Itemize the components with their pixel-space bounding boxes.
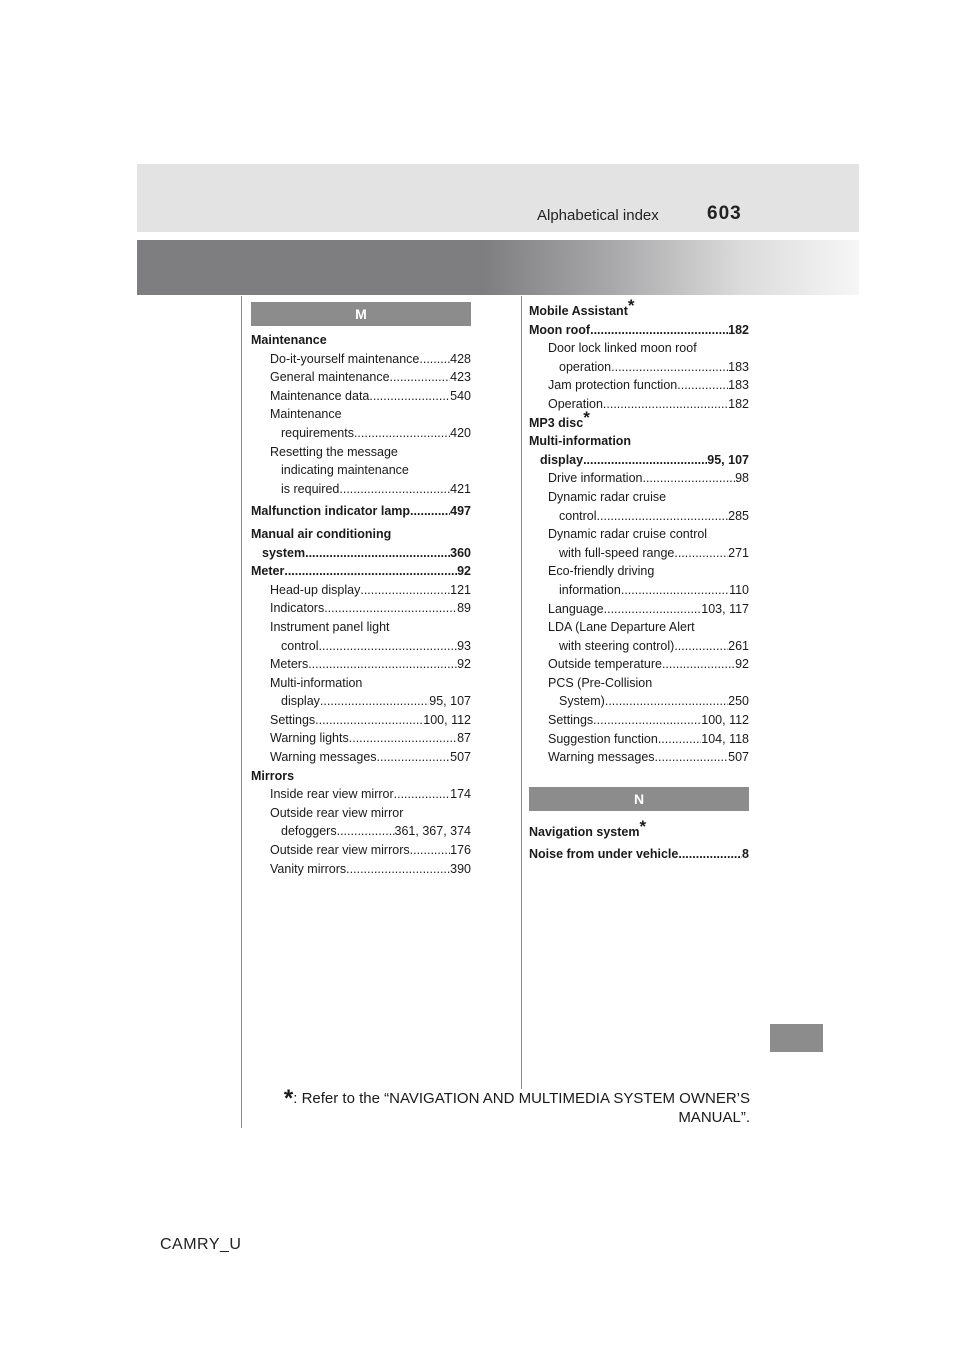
subentry-suggestion-function[interactable]: Suggestion function ..... 104, 118 xyxy=(529,730,749,749)
entry-multi-info-line1: Multi-information xyxy=(529,434,632,449)
subentry-resetting-message[interactable]: is required ..... 421 xyxy=(251,480,471,499)
entry-noise-under-vehicle[interactable]: Noise from under vehicle ..... 8 xyxy=(529,845,749,864)
subentry-settings[interactable]: Settings ..... 100, 112 xyxy=(251,711,471,730)
subentry-door-lock-moon-roof[interactable]: operation ..... 183 xyxy=(529,358,749,377)
document-code: CAMRY_U xyxy=(160,1236,242,1253)
subentry-maintenance-requirements[interactable]: requirements ..... 420 xyxy=(251,424,471,443)
subentry-maintenance-data[interactable]: Maintenance data ..... 540 xyxy=(251,387,471,406)
entry-mirrors: Mirrors xyxy=(251,768,295,783)
entry-malfunction-indicator-lamp[interactable]: Malfunction indicator lamp ..... 497 xyxy=(251,502,471,521)
index-column-right xyxy=(529,296,749,864)
subentry-diy-maintenance[interactable]: Do-it-yourself maintenance ..... 428 xyxy=(251,350,471,369)
left-margin-rule xyxy=(241,296,242,1128)
subentry-language[interactable]: Language ..... 103, 117 xyxy=(529,600,749,619)
entry-mobile-assistant[interactable]: Mobile Assistant* xyxy=(529,296,635,318)
subentry-drcc-line1: Dynamic radar cruise xyxy=(548,489,667,504)
footnote-line1: : Refer to the “NAVIGATION AND MULTIMEDIA SYSTEM OWNER’S xyxy=(293,1090,750,1107)
subentry-mid-warning-messages[interactable]: Warning messages ..... 507 xyxy=(529,748,749,767)
footnote-marker: * xyxy=(583,407,590,427)
subentry-multi-info-display[interactable]: display ..... 95, 107 xyxy=(251,692,471,711)
header-bar xyxy=(137,164,859,232)
subentry-mid-settings[interactable]: Settings ..... 100, 112 xyxy=(529,711,749,730)
subentry-eco-friendly-driving[interactable]: information ..... 110 xyxy=(529,581,749,600)
subentry-moon-roof-operation[interactable]: Operation ..... 182 xyxy=(529,395,749,414)
entry-mp3-disc[interactable]: MP3 disc* xyxy=(529,407,590,430)
subentry-warning-lights[interactable]: Warning lights ..... 87 xyxy=(251,729,471,748)
page-number: 603 xyxy=(707,203,742,224)
subentry-instrument-panel-light[interactable]: control ..... 93 xyxy=(251,637,471,656)
subentry-drcc-fs-line1: Dynamic radar cruise control xyxy=(548,527,708,542)
entry-manual-air-conditioning[interactable]: system ..... 360 xyxy=(251,544,471,563)
footnote-marker: * xyxy=(627,296,635,315)
subentry-eco-line1: Eco-friendly driving xyxy=(548,564,655,579)
thumb-index-tab xyxy=(770,1024,823,1052)
subentry-lda-line1: LDA (Lane Departure Alert xyxy=(548,620,695,635)
footnote-star: * xyxy=(283,1085,294,1112)
subentry-dynamic-radar-cruise-control[interactable]: control ..... 285 xyxy=(529,507,749,526)
subentry-resetting-line1: Resetting the message xyxy=(270,444,398,459)
subentry-door-lock-line1: Door lock linked moon roof xyxy=(548,341,697,356)
footnote-line2: MANUAL”. xyxy=(678,1109,750,1126)
subentry-mirror-defoggers[interactable]: defoggers ..... 361, 367, 374 xyxy=(251,822,471,841)
footnote xyxy=(270,1085,750,1127)
subentry-pcs[interactable]: System) ..... 250 xyxy=(529,692,749,711)
subentry-outside-mirror-line1: Outside rear view mirror xyxy=(270,805,404,820)
subentry-inside-rear-view-mirror[interactable]: Inside rear view mirror ..... 174 xyxy=(251,785,471,804)
subentry-outside-temperature[interactable]: Outside temperature ..... 92 xyxy=(529,655,749,674)
entry-meter[interactable]: Meter ..... 92 xyxy=(251,562,471,581)
column-divider xyxy=(521,296,522,1089)
subentry-outside-rear-view-mirrors[interactable]: Outside rear view mirrors ..... 176 xyxy=(251,841,471,860)
subentry-head-up-display[interactable]: Head-up display ..... 121 xyxy=(251,581,471,600)
entry-multi-info-display[interactable]: display ..... 95, 107 xyxy=(529,451,749,470)
section-title: Alphabetical index xyxy=(537,207,659,224)
subentry-multi-info-line1: Multi-information xyxy=(270,675,363,690)
entry-moon-roof[interactable]: Moon roof ..... 182 xyxy=(529,321,749,340)
subentry-indicators[interactable]: Indicators ..... 89 xyxy=(251,599,471,618)
letter-heading-m: M xyxy=(251,302,471,326)
subentry-drive-information[interactable]: Drive information ..... 98 xyxy=(529,469,749,488)
entry-navigation-system[interactable]: Navigation system* xyxy=(529,816,647,839)
entry-manual-air-line1: Manual air conditioning xyxy=(251,526,392,541)
entry-maintenance: Maintenance xyxy=(251,333,327,347)
subentry-general-maintenance[interactable]: General maintenance ..... 423 xyxy=(251,368,471,387)
subentry-pcs-line1: PCS (Pre-Collision xyxy=(548,675,653,690)
subentry-meters[interactable]: Meters ..... 92 xyxy=(251,655,471,674)
footnote-marker: * xyxy=(639,816,647,836)
subentry-drcc-full-speed[interactable]: with full-speed range ..... 271 xyxy=(529,544,749,563)
subentry-jam-protection[interactable]: Jam protection function ..... 183 xyxy=(529,376,749,395)
subentry-warning-messages[interactable]: Warning messages ..... 507 xyxy=(251,748,471,767)
subentry-resetting-line2: indicating maintenance xyxy=(281,463,409,478)
subentry-instrument-panel-line1: Instrument panel light xyxy=(270,619,390,634)
index-column-left xyxy=(251,302,471,878)
gradient-banner xyxy=(137,240,859,295)
letter-heading-n: N xyxy=(529,787,749,811)
subentry-maintenance-requirements-line1: Maintenance xyxy=(270,407,342,422)
subentry-lda[interactable]: with steering control) ..... 261 xyxy=(529,637,749,656)
subentry-vanity-mirrors[interactable]: Vanity mirrors ..... 390 xyxy=(251,860,471,879)
